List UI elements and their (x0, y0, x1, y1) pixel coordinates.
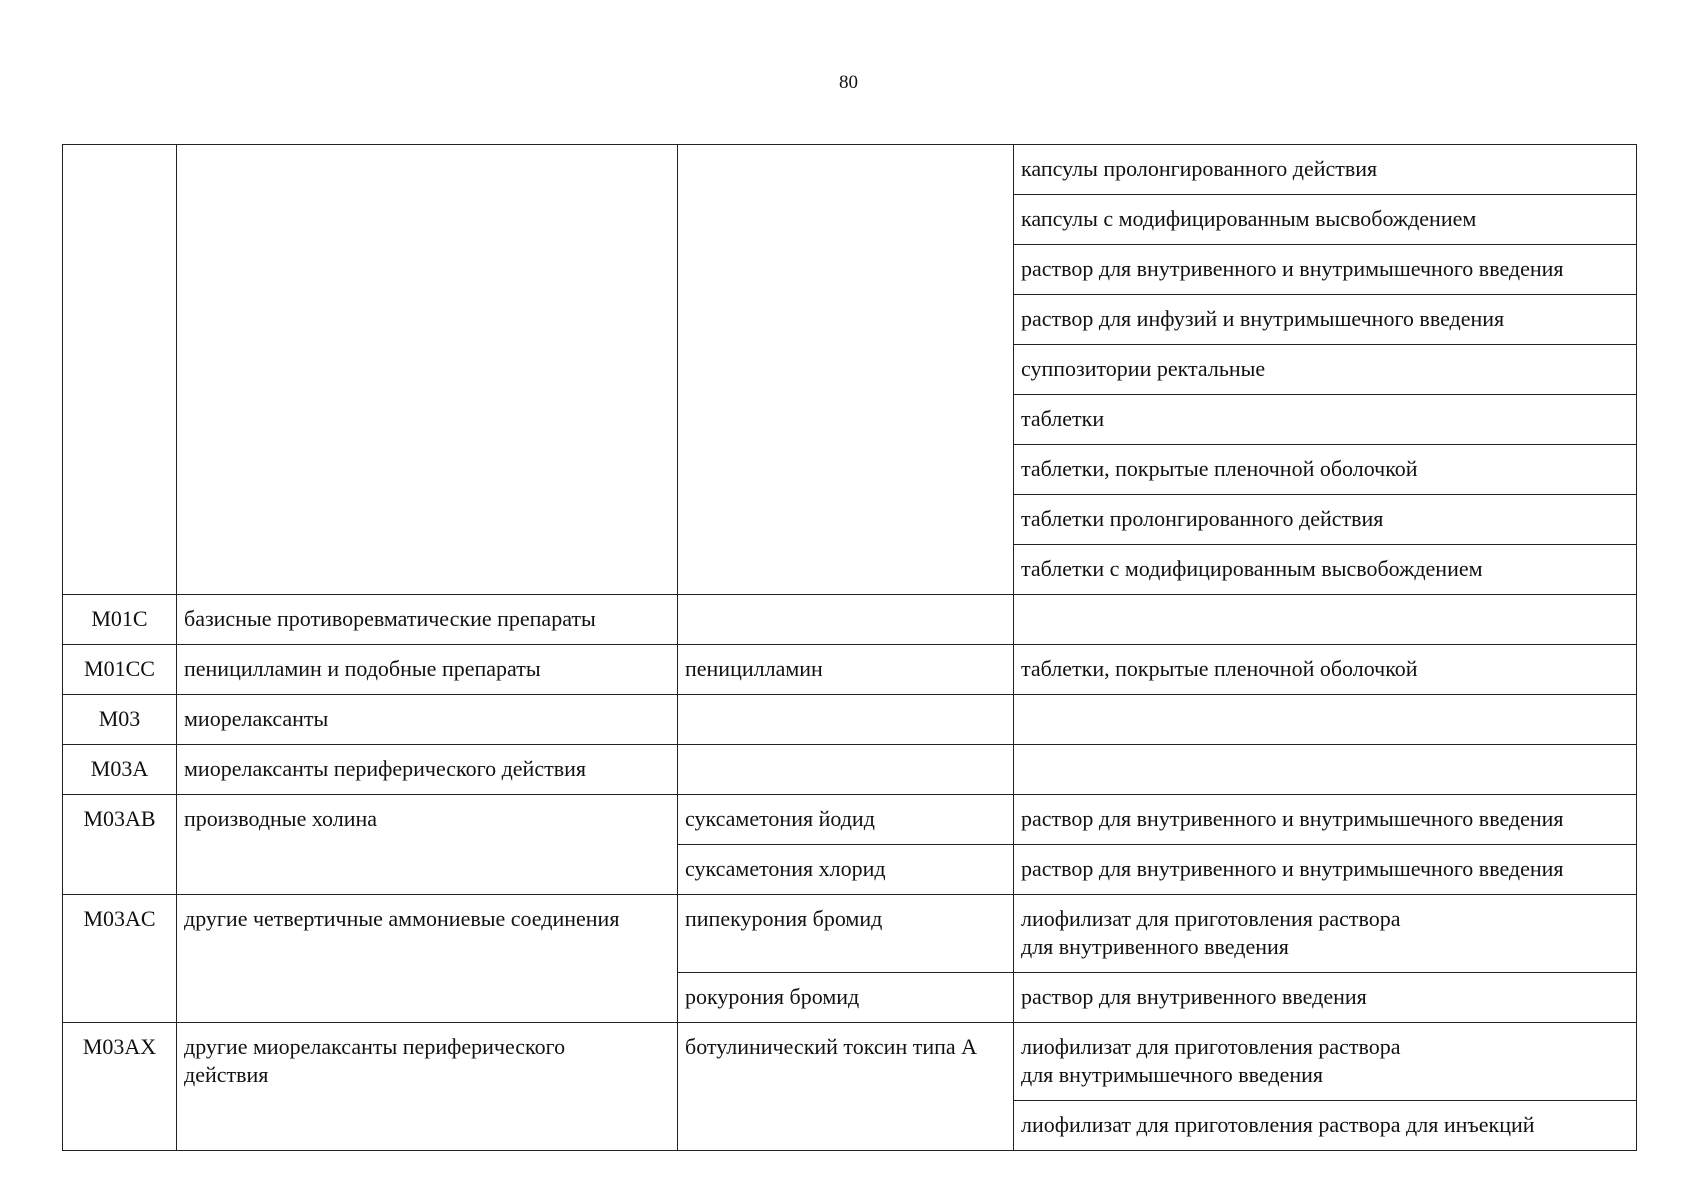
form-cell: капсулы пролонгированного действия (1014, 145, 1637, 195)
table-row (63, 595, 1637, 645)
form-cell: раствор для внутривенного и внутримышечного введения (1014, 845, 1637, 895)
form-cell: лиофилизат для приготовления раствора для инъекций (1014, 1101, 1637, 1151)
code-cell: M03 (63, 695, 177, 745)
drug-cell (678, 595, 1014, 645)
form-cell: раствор для внутривенного и внутримышечного введения (1014, 795, 1637, 845)
form-cell (1014, 1023, 1637, 1101)
table-row (63, 645, 1637, 695)
drug-cell: пипекурония бромид (678, 895, 1014, 973)
table-row (63, 745, 1637, 795)
code-cell: M03AC (63, 895, 177, 1023)
code-cell: M03A (63, 745, 177, 795)
code-cell: M01C (63, 595, 177, 645)
form-line: для внутримышечного введения (1021, 1062, 1324, 1087)
drug-cell: суксаметония йодид (678, 795, 1014, 845)
drug-table (62, 144, 1637, 1151)
group-cell: пеницилламин и подобные препараты (177, 645, 678, 695)
table-row (63, 695, 1637, 745)
table-row (63, 895, 1637, 973)
group-cell: другие четвертичные аммониевые соединения (177, 895, 678, 1023)
table-row (63, 1023, 1637, 1101)
drug-cell: суксаметония хлорид (678, 845, 1014, 895)
form-cell (1014, 695, 1637, 745)
drug-cell (678, 145, 1014, 595)
code-cell: M03AB (63, 795, 177, 895)
form-cell: таблетки пролонгированного действия (1014, 495, 1637, 545)
form-cell: таблетки (1014, 395, 1637, 445)
drug-cell: рокурония бромид (678, 973, 1014, 1023)
form-cell: раствор для инфузий и внутримышечного введения (1014, 295, 1637, 345)
group-cell (177, 1023, 678, 1151)
form-line: для внутривенного введения (1021, 934, 1289, 959)
table-row (63, 145, 1637, 195)
form-cell (1014, 895, 1637, 973)
code-cell (63, 145, 177, 595)
code-cell: M01CC (63, 645, 177, 695)
group-cell (177, 145, 678, 595)
form-cell: таблетки, покрытые пленочной оболочкой (1014, 645, 1637, 695)
drug-cell: ботулинический токсин типа А (678, 1023, 1014, 1151)
form-cell: суппозитории ректальные (1014, 345, 1637, 395)
group-line: другие миорелаксанты периферического (184, 1034, 566, 1059)
form-cell (1014, 745, 1637, 795)
form-line: лиофилизат для приготовления раствора (1021, 1034, 1401, 1059)
group-line: действия (184, 1062, 269, 1087)
drug-cell (678, 745, 1014, 795)
form-cell: раствор для внутривенного и внутримышечного введения (1014, 245, 1637, 295)
group-cell: миорелаксанты (177, 695, 678, 745)
form-cell: капсулы с модифицированным высвобождением (1014, 195, 1637, 245)
form-cell: таблетки с модифицированным высвобождением (1014, 545, 1637, 595)
group-cell: миорелаксанты периферического действия (177, 745, 678, 795)
drug-cell: пеницилламин (678, 645, 1014, 695)
group-cell: производные холина (177, 795, 678, 895)
page-number: 80 (839, 72, 858, 93)
code-cell: M03AX (63, 1023, 177, 1151)
form-line: лиофилизат для приготовления раствора (1021, 906, 1401, 931)
form-cell: таблетки, покрытые пленочной оболочкой (1014, 445, 1637, 495)
table-row (63, 795, 1637, 845)
form-cell: раствор для внутривенного введения (1014, 973, 1637, 1023)
drug-cell (678, 695, 1014, 745)
group-cell: базисные противоревматические препараты (177, 595, 678, 645)
form-cell (1014, 595, 1637, 645)
